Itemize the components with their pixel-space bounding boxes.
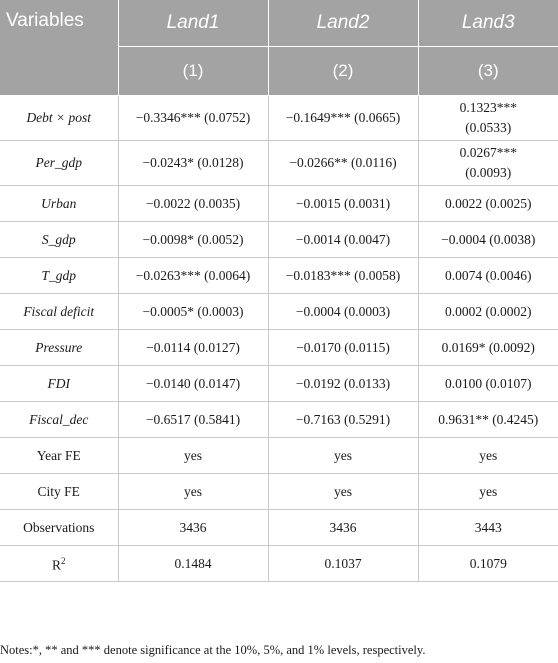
row-label: Year FE: [0, 438, 118, 474]
cell-value: yes: [118, 438, 268, 474]
row-label: Per_gdp: [0, 141, 118, 186]
table-row: [0, 186, 558, 222]
row-label: FDI: [0, 366, 118, 402]
cell-value: −0.0014 (0.0047): [268, 222, 418, 258]
cell-value: 3436: [268, 510, 418, 546]
row-label: T_gdp: [0, 258, 118, 294]
cell-value: 0.1079: [418, 546, 558, 582]
header-col-2-index: (2): [268, 47, 418, 96]
cell-value: −0.0140 (0.0147): [118, 366, 268, 402]
cell-value: 0.1484: [118, 546, 268, 582]
cell-value: yes: [268, 474, 418, 510]
row-label: City FE: [0, 474, 118, 510]
row-label: Fiscal_dec: [0, 402, 118, 438]
table-row: [0, 474, 558, 510]
cell-value: −0.0263*** (0.0064): [118, 258, 268, 294]
cell-value: −0.0015 (0.0031): [268, 186, 418, 222]
cell-value: −0.6517 (0.5841): [118, 402, 268, 438]
cell-value: 0.1037: [268, 546, 418, 582]
cell-value: −0.0022 (0.0035): [118, 186, 268, 222]
cell-value: 0.0169* (0.0092): [418, 330, 558, 366]
cell-value: 3436: [118, 510, 268, 546]
cell-value: −0.0243* (0.0128): [118, 141, 268, 186]
cell-value: 0.0022 (0.0025): [418, 186, 558, 222]
cell-value: yes: [118, 474, 268, 510]
cell-value: −0.0192 (0.0133): [268, 366, 418, 402]
cell-value: yes: [418, 474, 558, 510]
table-row: [0, 366, 558, 402]
table-notes: Notes:*, ** and *** denote significance at the 10%, 5%, and 1% levels, respectively.: [0, 643, 426, 657]
header-col-3-index: (3): [418, 47, 558, 96]
cell-value: −0.0098* (0.0052): [118, 222, 268, 258]
cell-value: 0.1323*** (0.0533): [418, 96, 558, 141]
cell-value: 0.9631** (0.4245): [418, 402, 558, 438]
cell-value: 0.0100 (0.0107): [418, 366, 558, 402]
cell-value: 0.0074 (0.0046): [418, 258, 558, 294]
cell-value: 3443: [418, 510, 558, 546]
table-row: [0, 222, 558, 258]
row-label: Fiscal deficit: [0, 294, 118, 330]
cell-value: yes: [268, 438, 418, 474]
cell-value: −0.0004 (0.0038): [418, 222, 558, 258]
header-col-2-name: Land2: [268, 0, 418, 47]
cell-value: yes: [418, 438, 558, 474]
table-body: [0, 96, 558, 582]
header-col-1-name: Land1: [118, 0, 268, 47]
header-col-3-name: Land3: [418, 0, 558, 47]
table-row: [0, 546, 558, 582]
table-header: [0, 0, 558, 96]
table-row: [0, 258, 558, 294]
r2-base: R: [51, 557, 61, 573]
cell-value: −0.7163 (0.5291): [268, 402, 418, 438]
cell-value: −0.0266** (0.0116): [268, 141, 418, 186]
cell-value: 0.0267*** (0.0093): [418, 141, 558, 186]
cell-value: −0.0004 (0.0003): [268, 294, 418, 330]
table-row: [0, 330, 558, 366]
table-row: [0, 96, 558, 141]
row-label: Debt × post: [0, 96, 118, 141]
table-row: [0, 294, 558, 330]
row-label: S_gdp: [0, 222, 118, 258]
header-col-1-index: (1): [118, 47, 268, 96]
cell-value: −0.1649*** (0.0665): [268, 96, 418, 141]
r2-superscript: 2: [61, 556, 66, 567]
row-label: Urban: [0, 186, 118, 222]
row-label: Observations: [0, 510, 118, 546]
cell-value: −0.0005* (0.0003): [118, 294, 268, 330]
cell-value: −0.0183*** (0.0058): [268, 258, 418, 294]
cell-value: −0.3346*** (0.0752): [118, 96, 268, 141]
cell-value: −0.0114 (0.0127): [118, 330, 268, 366]
table-row: [0, 402, 558, 438]
header-variables: Variables: [0, 0, 118, 96]
table-row: [0, 141, 558, 186]
cell-value: −0.0170 (0.0115): [268, 330, 418, 366]
row-label: Pressure: [0, 330, 118, 366]
table-row: [0, 438, 558, 474]
table-row: [0, 510, 558, 546]
cell-value: 0.0002 (0.0002): [418, 294, 558, 330]
row-label-r-squared: [0, 546, 118, 582]
